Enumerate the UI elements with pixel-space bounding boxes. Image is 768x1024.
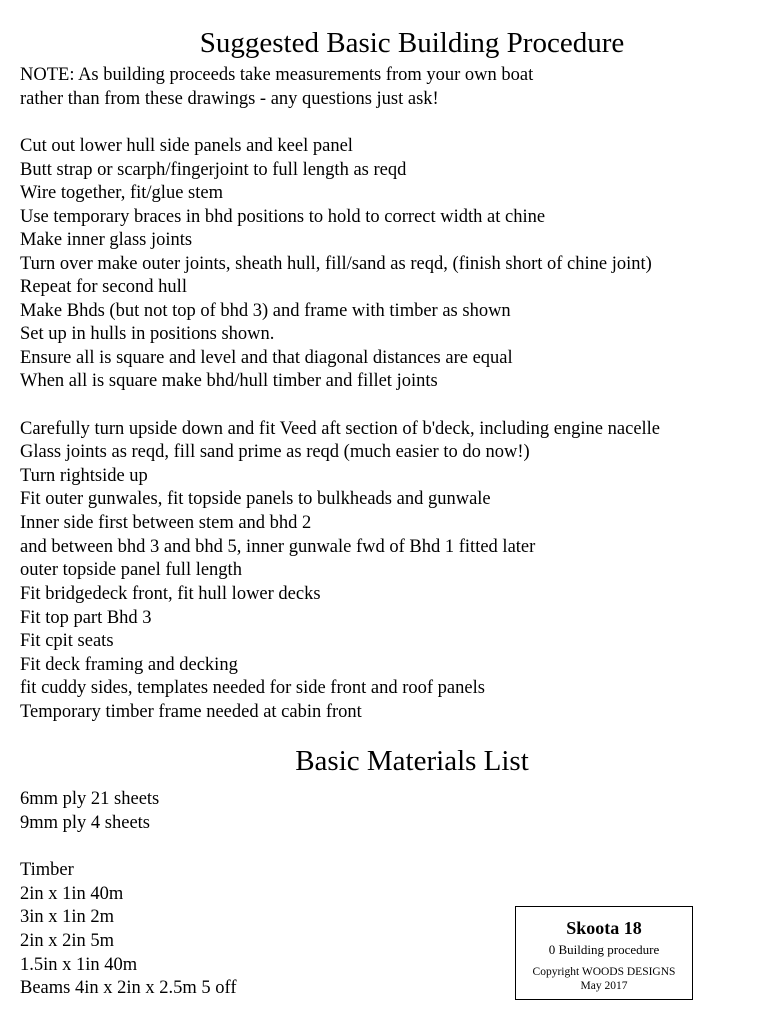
material-item: 9mm ply 4 sheets (20, 813, 151, 833)
procedure-step: Temporary timber frame needed at cabin front (20, 702, 362, 722)
procedure-step: Make Bhds (but not top of bhd 3) and frame with timber as shown (20, 301, 511, 321)
procedure-step: Fit top part Bhd 3 (20, 608, 152, 628)
procedure-step: Turn over make outer joints, sheath hull, fill/sand as reqd, (finish short of chine joint) (20, 254, 652, 274)
title-block (515, 906, 693, 1000)
timber-item: 1.5in x 1in 40m (20, 955, 138, 975)
procedure-step: Inner side first between stem and bhd 2 (20, 513, 312, 533)
procedure-step: Repeat for second hull (20, 277, 187, 297)
procedure-step: fit cuddy sides, templates needed for side front and roof panels (20, 678, 485, 698)
note-line: NOTE: As building proceeds take measurements from your own boat (20, 65, 534, 85)
procedure-step: Set up in hulls in positions shown. (20, 324, 275, 344)
date-line: May 2017 (580, 980, 628, 992)
procedure-step: Wire together, fit/glue stem (20, 183, 223, 203)
procedure-step: and between bhd 3 and bhd 5, inner gunwale fwd of Bhd 1 fitted later (20, 537, 536, 557)
procedure-step: Cut out lower hull side panels and keel panel (20, 136, 353, 156)
procedure-step: Fit deck framing and decking (20, 655, 238, 675)
design-name: Skoota 18 (566, 918, 642, 938)
procedure-step: Fit cpit seats (20, 631, 114, 651)
timber-item: 3in x 1in 2m (20, 907, 115, 927)
procedure-step: Fit bridgedeck front, fit hull lower decks (20, 584, 321, 604)
copyright-line: Copyright WOODS DESIGNS (532, 966, 676, 978)
procedure-step: Glass joints as reqd, fill sand prime as reqd (much easier to do now!) (20, 442, 530, 462)
procedure-step: Turn rightside up (20, 466, 148, 486)
copyright-text (516, 965, 692, 993)
materials-title: Basic Materials List (295, 745, 529, 777)
timber-item: 2in x 1in 40m (20, 884, 124, 904)
procedure-step: Fit outer gunwales, fit topside panels to bulkheads and gunwale (20, 489, 491, 509)
timber-item: 2in x 2in 5m (20, 931, 115, 951)
procedure-step: Butt strap or scarph/fingerjoint to full length as reqd (20, 160, 407, 180)
procedure-step: outer topside panel full length (20, 560, 242, 580)
procedure-step: When all is square make bhd/hull timber and fillet joints (20, 371, 438, 391)
page-title: Suggested Basic Building Procedure (199, 27, 625, 59)
procedure-step: Ensure all is square and level and that diagonal distances are equal (20, 348, 513, 368)
procedure-step: Carefully turn upside down and fit Veed aft section of b'deck, including engine nacelle (20, 419, 661, 439)
drawing-subtitle: 0 Building procedure (548, 942, 660, 957)
timber-item: Beams 4in x 2in x 2.5m 5 off (20, 978, 237, 998)
procedure-step: Use temporary braces in bhd positions to hold to correct width at chine (20, 207, 546, 227)
timber-heading: Timber (20, 860, 74, 880)
procedure-step: Make inner glass joints (20, 230, 193, 250)
material-item: 6mm ply 21 sheets (20, 789, 160, 809)
note-line: rather than from these drawings - any questions just ask! (20, 89, 439, 109)
